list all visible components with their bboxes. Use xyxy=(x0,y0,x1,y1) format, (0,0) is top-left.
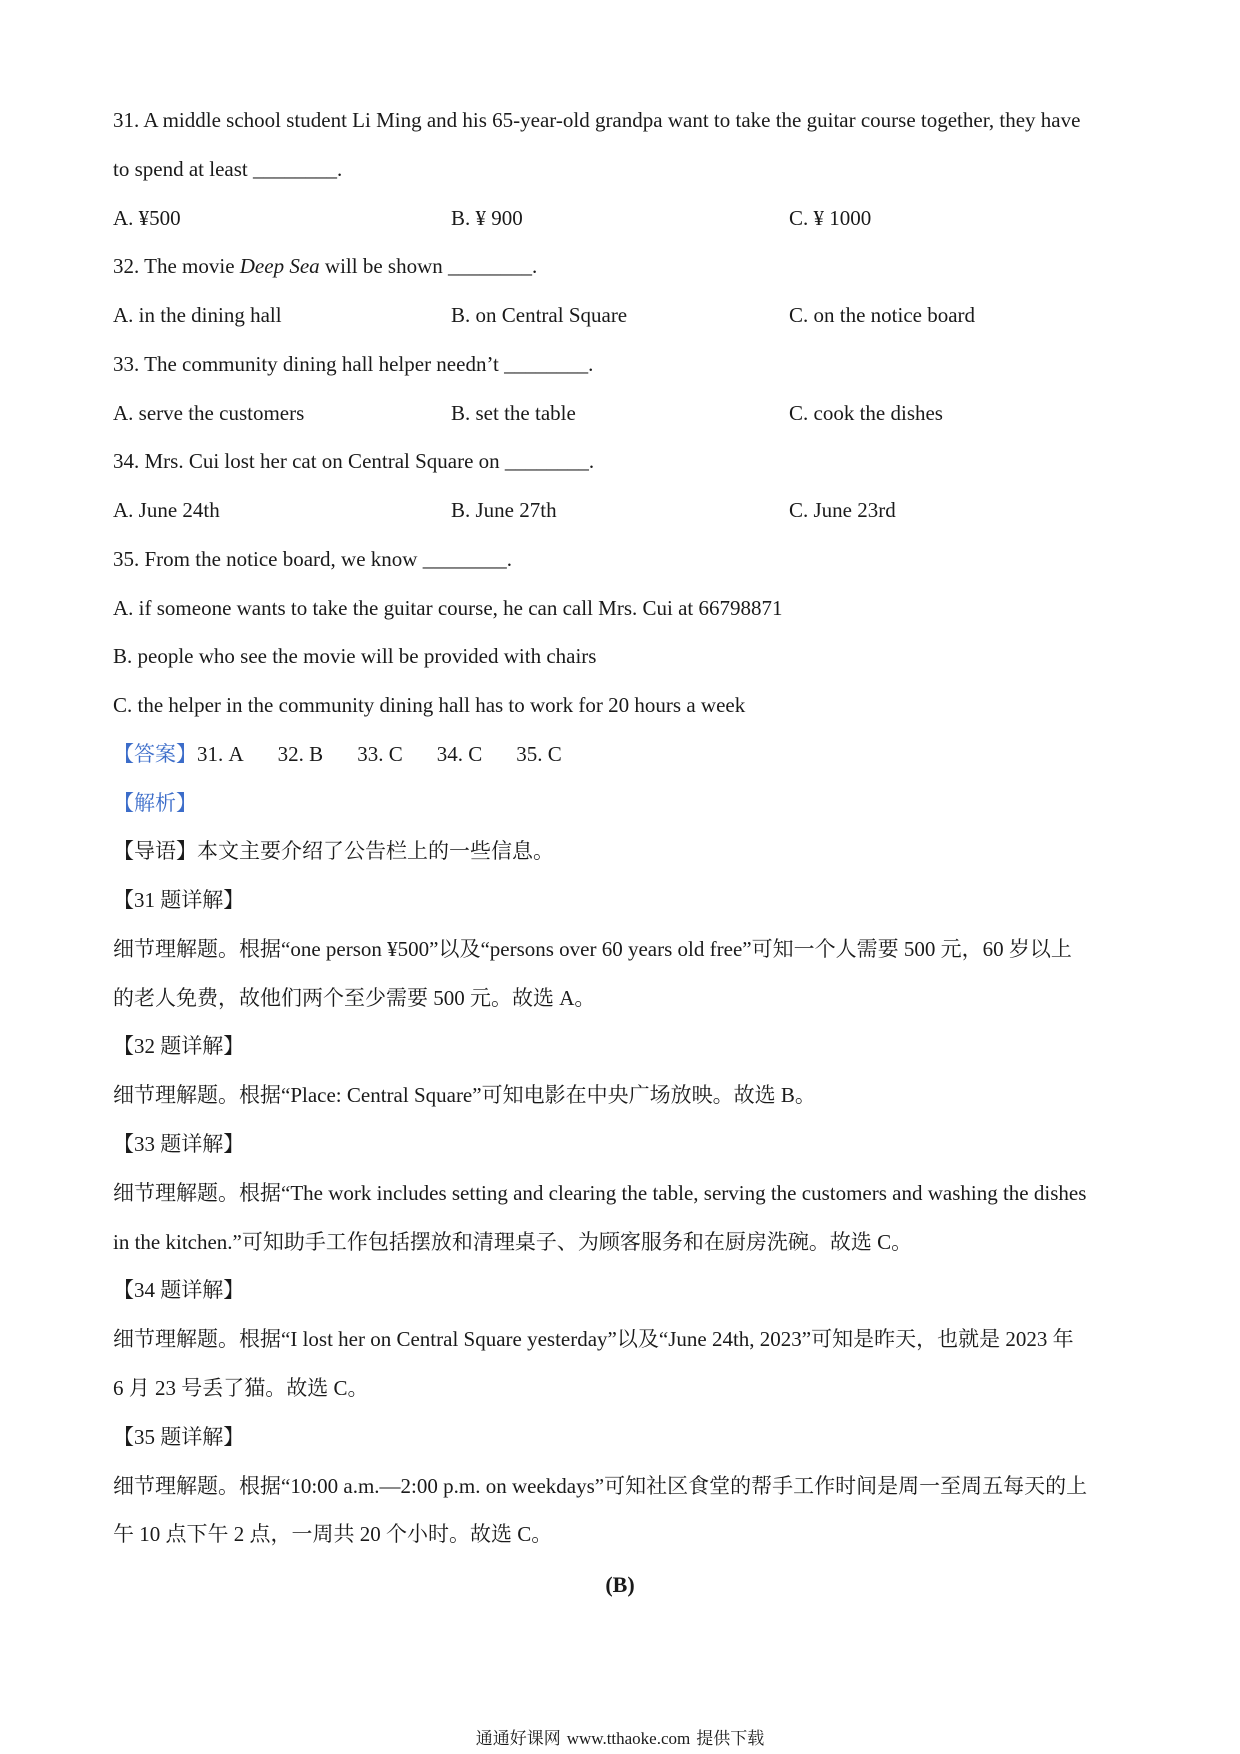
question-33-option-a: A. serve the customers xyxy=(113,401,305,425)
question-32-stem-pre: 32. The movie xyxy=(113,254,240,278)
detail-31-line-2: 的老人免费，故他们两个至少需要 500 元。故选 A。 xyxy=(113,986,596,1010)
question-35-option-b: B. people who see the movie will be provided with chairs xyxy=(113,644,597,668)
question-31-option-a: A. ¥500 xyxy=(113,206,181,230)
question-31-option-c: C. ¥ 1000 xyxy=(789,206,872,230)
question-32-stem xyxy=(113,253,537,279)
detail-34-line-1: 细节理解题。根据“I lost her on Central Square yesterday”以及“June 24th, 2023”可知是昨天，也就是 2023 年 xyxy=(113,1327,1074,1351)
question-34-option-c: C. June 23rd xyxy=(789,498,896,522)
question-31-stem-cont: to spend at least ________. xyxy=(113,157,343,181)
answer-line xyxy=(113,741,562,767)
detail-34-heading: 【34 题详解】 xyxy=(113,1278,245,1302)
question-34-option-a: A. June 24th xyxy=(113,498,220,522)
detail-32-line-1: 细节理解题。根据“Place: Central Square”可知电影在中央广场放映。故选 B。 xyxy=(113,1083,816,1107)
detail-31-heading: 【31 题详解】 xyxy=(113,888,245,912)
detail-35-line-2: 午 10 点下午 2 点，一周共 20 个小时。故选 C。 xyxy=(113,1522,553,1546)
analysis-label: 【解析】 xyxy=(113,791,197,815)
footer-site-name: 通通好课网 xyxy=(475,1729,561,1749)
question-35-option-c: C. the helper in the community dining hall has to work for 20 hours a week xyxy=(113,693,746,717)
detail-32-heading: 【32 题详解】 xyxy=(113,1034,245,1058)
footer-url-link[interactable]: www.tthaoke.com xyxy=(566,1729,691,1748)
answer-item: 33. C xyxy=(357,742,403,766)
question-31-option-b: B. ¥ 900 xyxy=(451,206,523,230)
question-32-option-c: C. on the notice board xyxy=(789,303,976,327)
detail-33-line-1: 细节理解题。根据“The work includes setting and clearing the table, serving the customers and washing the dishes xyxy=(113,1181,1087,1205)
answer-label: 【答案】 xyxy=(113,742,197,766)
question-35-option-a: A. if someone wants to take the guitar course, he can call Mrs. Cui at 66798871 xyxy=(113,596,783,620)
question-32-movie-title: Deep Sea xyxy=(239,254,320,278)
question-31-stem: 31. A middle school student Li Ming and his 65-year-old grandpa want to take the guitar course together, they have xyxy=(113,108,1081,132)
answer-item: 32. B xyxy=(277,742,324,766)
detail-33-heading: 【33 题详解】 xyxy=(113,1132,245,1156)
section-b-heading: (B) xyxy=(605,1572,635,1597)
answer-item: 34. C xyxy=(436,742,483,766)
detail-31-line-1: 细节理解题。根据“one person ¥500”以及“persons over 60 years old free”可知一个人需要 500 元，60 岁以上 xyxy=(113,937,1072,961)
detail-34-line-2: 6 月 23 号丢了猫。故选 C。 xyxy=(113,1376,369,1400)
question-33-stem: 33. The community dining hall helper needn’t ________. xyxy=(113,352,594,376)
footer-suffix: 提供下载 xyxy=(696,1729,765,1749)
detail-35-heading: 【35 题详解】 xyxy=(113,1425,245,1449)
question-32-option-b: B. on Central Square xyxy=(451,303,628,327)
question-33-option-c: C. cook the dishes xyxy=(789,401,943,425)
intro-text: 【导语】本文主要介绍了公告栏上的一些信息。 xyxy=(113,839,554,863)
page-footer xyxy=(0,1728,1240,1750)
question-33-option-b: B. set the table xyxy=(451,401,576,425)
detail-35-line-1: 细节理解题。根据“10:00 a.m.—2:00 p.m. on weekdays”可知社区食堂的帮手工作时间是周一至周五每天的上 xyxy=(113,1474,1088,1498)
detail-33-line-2: in the kitchen.”可知助手工作包括摆放和清理桌子、为顾客服务和在厨房洗碗。故选 C。 xyxy=(113,1230,913,1254)
answer-item: 31. A xyxy=(197,742,244,766)
answer-item: 35. C xyxy=(516,742,562,766)
question-32-stem-post: will be shown ________. xyxy=(319,254,538,278)
question-35-stem: 35. From the notice board, we know ________. xyxy=(113,547,512,571)
question-32-option-a: A. in the dining hall xyxy=(113,303,282,327)
question-34-option-b: B. June 27th xyxy=(451,498,557,522)
question-34-stem: 34. Mrs. Cui lost her cat on Central Square on ________. xyxy=(113,449,595,473)
